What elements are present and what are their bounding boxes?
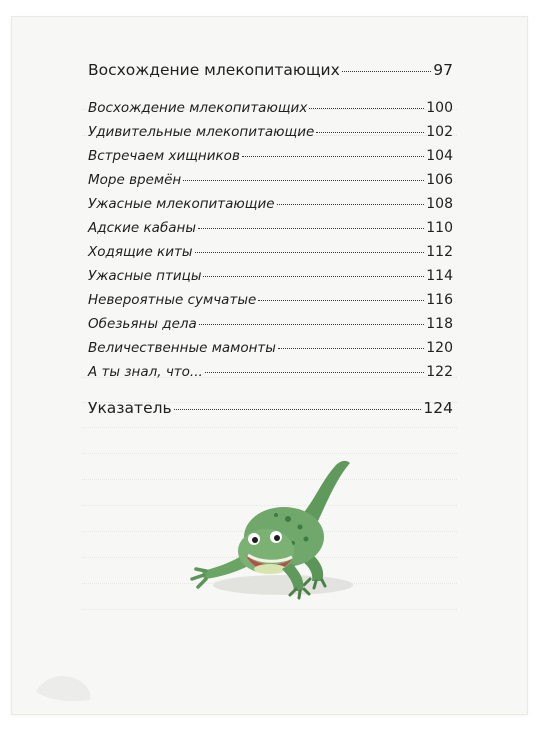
dot-leader xyxy=(277,204,425,205)
toc-index-page: 124 xyxy=(423,399,453,417)
dot-leader xyxy=(205,372,424,373)
toc-entry-title: Ужасные млекопитающие xyxy=(88,196,275,212)
dot-leader xyxy=(258,300,424,301)
toc-entry-title: Величественные мамонты xyxy=(88,340,276,356)
toc-chapter-page: 97 xyxy=(433,61,453,79)
toc-entry-page: 104 xyxy=(426,148,453,164)
toc-entry-title: Ужасные птицы xyxy=(88,268,202,284)
toc-index-entry[interactable] xyxy=(88,399,453,417)
toc-entry[interactable] xyxy=(88,124,453,140)
toc-entry-page: 102 xyxy=(426,124,453,140)
book-page xyxy=(12,17,527,714)
dot-leader xyxy=(309,108,424,109)
table-of-contents xyxy=(12,17,527,714)
dot-leader xyxy=(316,132,424,133)
dot-leader xyxy=(203,276,424,277)
toc-index-title: Указатель xyxy=(88,399,172,417)
toc-entry-page: 106 xyxy=(426,172,453,188)
toc-entry[interactable] xyxy=(88,364,453,380)
toc-entry-title: Восхождение млекопитающих xyxy=(88,100,308,116)
dot-leader xyxy=(183,180,424,181)
toc-entry-title: Адские кабаны xyxy=(88,220,197,236)
toc-entry[interactable] xyxy=(88,316,453,332)
dot-leader xyxy=(174,409,422,410)
toc-entry[interactable] xyxy=(88,220,453,236)
toc-entry[interactable] xyxy=(88,340,453,356)
toc-entry-page: 116 xyxy=(426,292,453,308)
dot-leader xyxy=(199,324,424,325)
toc-entry-page: 120 xyxy=(426,340,453,356)
toc-entry[interactable] xyxy=(88,100,453,116)
toc-entry-title: Море времён xyxy=(88,172,182,188)
toc-entry[interactable] xyxy=(88,292,453,308)
toc-entry-title: Невероятные сумчатые xyxy=(88,292,257,308)
dot-leader xyxy=(198,228,424,229)
toc-entry-page: 112 xyxy=(426,244,453,260)
dot-leader xyxy=(195,252,425,253)
toc-entry-title: Встречаем хищников xyxy=(88,148,240,164)
toc-entry-title: А ты знал, что... xyxy=(88,364,203,380)
toc-entry-title: Обезьяны дела xyxy=(88,316,197,332)
toc-entry[interactable] xyxy=(88,268,453,284)
toc-entry[interactable] xyxy=(88,196,453,212)
toc-chapter-title: Восхождение млекопитающих xyxy=(88,61,340,79)
toc-entry[interactable] xyxy=(88,244,453,260)
toc-entry-page: 108 xyxy=(426,196,453,212)
toc-entry-title: Удивительные млекопитающие xyxy=(88,124,315,140)
dot-leader xyxy=(242,156,424,157)
toc-chapter-entry[interactable] xyxy=(88,61,453,79)
toc-entry-page: 114 xyxy=(426,268,453,284)
toc-entry-page: 110 xyxy=(426,220,453,236)
toc-entry-page: 100 xyxy=(426,100,453,116)
faint-silhouette-icon xyxy=(30,662,100,707)
toc-entry[interactable] xyxy=(88,148,453,164)
dot-leader xyxy=(342,71,431,72)
toc-entry-page: 118 xyxy=(426,316,453,332)
toc-entry-page: 122 xyxy=(426,364,453,380)
toc-entry[interactable] xyxy=(88,172,453,188)
toc-entry-title: Ходящие киты xyxy=(88,244,193,260)
cartoon-green-prehistoric-creature-icon xyxy=(188,447,368,607)
dot-leader xyxy=(278,348,424,349)
